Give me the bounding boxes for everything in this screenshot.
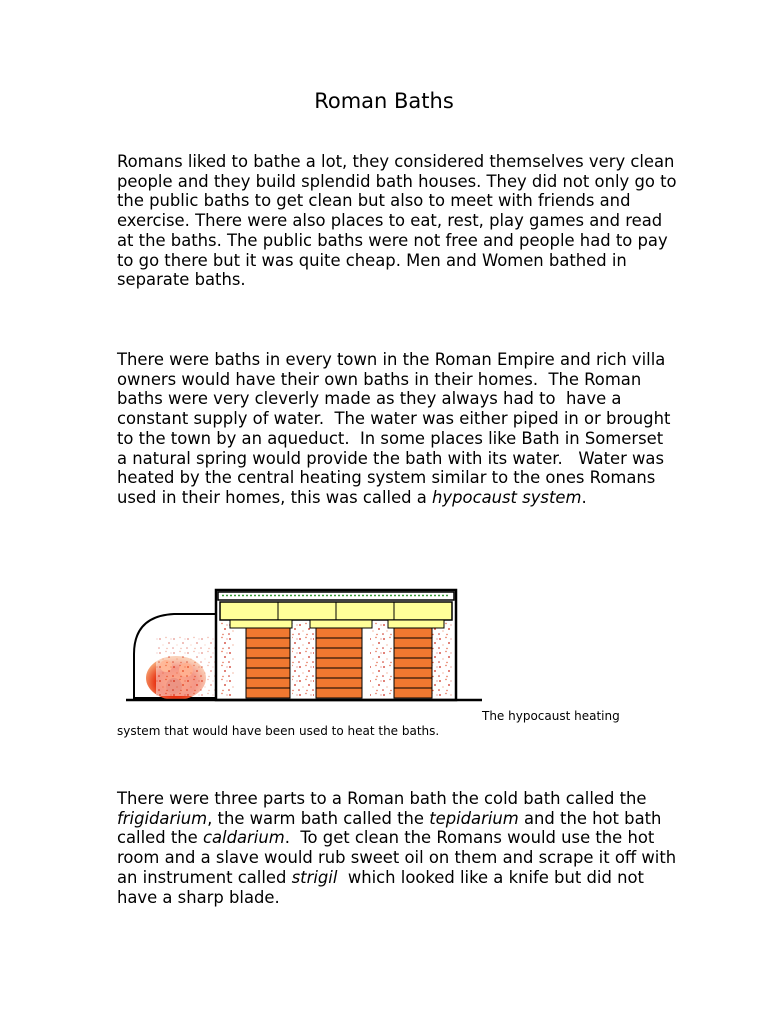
page-title: Roman Baths [314,89,454,113]
paragraph-three-parts [117,789,682,907]
brick-pillar [246,628,290,698]
italic-term-tepidarium: tepidarium [429,808,519,828]
caption-line-2: system that would have been used to heat the baths. [117,724,440,738]
hypocaust-diagram [116,566,486,706]
paragraph-intro: Romans liked to bathe a lot, they considered themselves very clean people and they build splendid bath houses. They did not only go to the public baths to get clean but also to meet with friends and exercise. There were also places to eat, rest, play games and read at the baths. The public baths were not free and people had to pay to go there but it was quite cheap. Men and Women bathed in separate baths. [117,152,677,290]
paragraph-text: which looked like a knife but did not have a sharp blade. [117,867,650,907]
paragraph-text: . To get clean the Romans would use the hot room and a slave would rub sweet oil on them and scrape it off with an instrument called [117,828,682,887]
diagram-caption [117,709,637,739]
paragraph-text: , the warm bath called the [207,808,430,828]
paragraph-text: and the hot bath called the [117,808,667,848]
caption-line-1: The hypocaust heating [482,709,620,723]
italic-term-hypocaust: hypocaust system [432,487,582,507]
italic-term-frigidarium: frigidarium [117,808,208,828]
brick-pillar [394,628,432,698]
italic-term-strigil: strigil [291,867,338,887]
paragraph-end: . [581,487,587,507]
paragraph-baths-in-towns [117,350,677,508]
brick-pillar [316,628,362,698]
paragraph-text: There were baths in every town in the Roman Empire and rich villa owners would have their own baths in their homes. The Roman baths were very cleverly made as they always had to have a constant supply of water. The water was either piped in or brought to the town by an aqueduct. In some places like Bath in Somerset a natural spring would provide the bath with its water. Water was heated by the central heating system similar to the ones Romans used in their homes, this was called a [117,350,676,507]
italic-term-caldarium: caldarium [202,828,285,848]
mosaic-stripe [222,594,450,597]
paragraph-text: There were three parts to a Roman bath the cold bath called the [117,789,652,808]
